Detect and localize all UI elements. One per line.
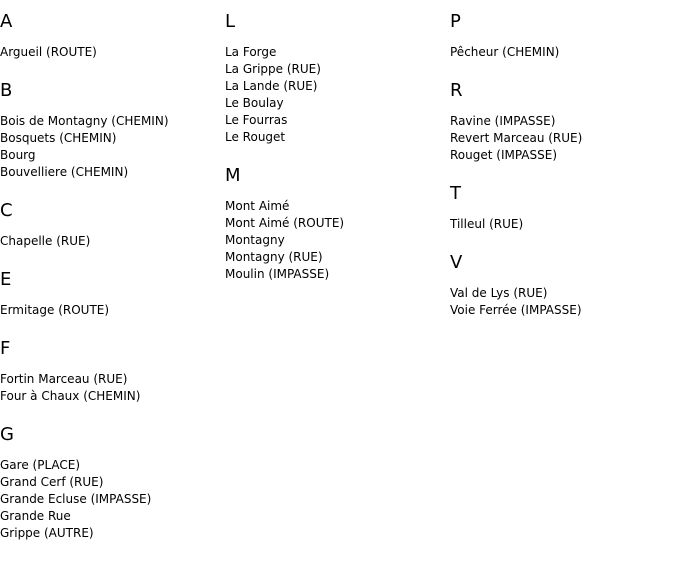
street-link[interactable]: Four à Chaux (CHEMIN) xyxy=(0,389,141,403)
street-list xyxy=(0,44,220,61)
street-link[interactable]: Bourg xyxy=(0,148,36,162)
street-link[interactable]: Moulin (IMPASSE) xyxy=(225,267,330,281)
street-link[interactable]: Argueil (ROUTE) xyxy=(0,45,97,59)
letter-heading: T xyxy=(450,183,461,204)
street-list xyxy=(450,216,670,233)
street-link[interactable]: Grand Cerf (RUE) xyxy=(0,475,104,489)
street-list xyxy=(0,371,220,405)
street-list xyxy=(225,44,445,146)
index-column-3 xyxy=(450,12,670,339)
letter-heading: E xyxy=(0,269,12,290)
letter-heading: F xyxy=(0,338,11,359)
street-list xyxy=(0,233,220,250)
letter-group xyxy=(225,166,445,283)
street-list xyxy=(450,44,670,61)
letter-group xyxy=(450,253,670,319)
street-link[interactable]: Grande Ecluse (IMPASSE) xyxy=(0,492,152,506)
street-link[interactable]: Revert Marceau (RUE) xyxy=(450,131,583,145)
street-link[interactable]: Voie Ferrée (IMPASSE) xyxy=(450,303,582,317)
street-link[interactable]: Ravine (IMPASSE) xyxy=(450,114,556,128)
letter-group xyxy=(450,81,670,164)
letter-heading: G xyxy=(0,424,14,445)
street-link[interactable]: Montagny xyxy=(225,233,285,247)
letter-group xyxy=(0,81,220,181)
street-link[interactable]: Montagny (RUE) xyxy=(225,250,323,264)
street-link[interactable]: Mont Aimé xyxy=(225,199,290,213)
letter-group xyxy=(0,425,220,542)
street-link[interactable]: Gare (PLACE) xyxy=(0,458,81,472)
letter-group xyxy=(0,270,220,319)
letter-group xyxy=(225,12,445,146)
street-link[interactable]: Mont Aimé (ROUTE) xyxy=(225,216,345,230)
street-link[interactable]: Le Rouget xyxy=(225,130,286,144)
street-link[interactable]: La Forge xyxy=(225,45,277,59)
letter-heading: M xyxy=(225,165,241,186)
street-link[interactable]: Le Fourras xyxy=(225,113,288,127)
street-link[interactable]: Val de Lys (RUE) xyxy=(450,286,548,300)
letter-heading: A xyxy=(0,11,13,32)
index-column-1 xyxy=(0,12,220,562)
street-list xyxy=(0,302,220,319)
letter-group xyxy=(0,201,220,250)
letter-group xyxy=(450,12,670,61)
index-column-2 xyxy=(225,12,445,303)
letter-heading: C xyxy=(0,200,13,221)
letter-group xyxy=(0,12,220,61)
street-link[interactable]: Fortin Marceau (RUE) xyxy=(0,372,128,386)
letter-group xyxy=(450,184,670,233)
street-link[interactable]: La Grippe (RUE) xyxy=(225,62,321,76)
letter-heading: B xyxy=(0,80,13,101)
street-link[interactable]: Ermitage (ROUTE) xyxy=(0,303,110,317)
letter-group xyxy=(0,339,220,405)
street-link[interactable]: Bouvelliere (CHEMIN) xyxy=(0,165,129,179)
letter-heading: P xyxy=(450,11,461,32)
street-link[interactable]: Chapelle (RUE) xyxy=(0,234,91,248)
street-list xyxy=(0,113,220,181)
letter-heading: R xyxy=(450,80,463,101)
street-list xyxy=(450,113,670,164)
letter-heading: L xyxy=(225,11,236,32)
street-list xyxy=(225,198,445,283)
street-link[interactable]: Tilleul (RUE) xyxy=(450,217,524,231)
street-link[interactable]: La Lande (RUE) xyxy=(225,79,318,93)
street-list xyxy=(0,457,220,542)
street-link[interactable]: Le Boulay xyxy=(225,96,284,110)
street-list xyxy=(450,285,670,319)
street-link[interactable]: Bois de Montagny (CHEMIN) xyxy=(0,114,169,128)
letter-heading: V xyxy=(450,252,463,273)
street-link[interactable]: Pêcheur (CHEMIN) xyxy=(450,45,560,59)
street-link[interactable]: Grippe (AUTRE) xyxy=(0,526,94,540)
street-link[interactable]: Bosquets (CHEMIN) xyxy=(0,131,117,145)
street-link[interactable]: Rouget (IMPASSE) xyxy=(450,148,558,162)
street-link[interactable]: Grande Rue xyxy=(0,509,71,523)
